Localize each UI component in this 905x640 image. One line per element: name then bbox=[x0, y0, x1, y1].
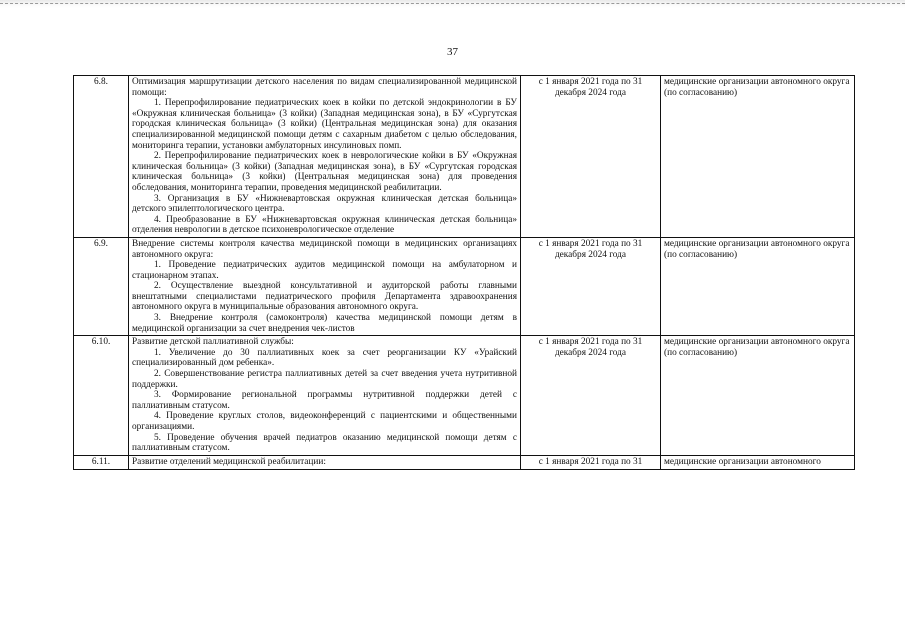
measure-item: 3. Формирование региональной программы нутритивной поддержки детей с паллиативным статусом. bbox=[132, 390, 517, 411]
row-number: 6.10. bbox=[74, 336, 129, 456]
row-number: 6.11. bbox=[74, 455, 129, 469]
measure-item: 3. Внедрение контроля (самоконтроля) качества медицинской помощи детям в медицинской организации за счет внедрения чек-листов bbox=[132, 313, 517, 334]
measure-term: с 1 января 2021 года по 31 декабря 2024 года bbox=[521, 336, 661, 456]
measure-item: 1. Перепрофилирование педиатрических коек в койки по детской эндокринологии в БУ «Окружная клиническая больница» (3 койки) (Западная медицинская зона), в БУ «Сургутская городская клиническая больница» (3 койки) (Центральная медицинская зона) для оказания специализированной медицинской помощи детям с сахарным диабетом с целью обследования, мониторинга терапии, установки амбулаторных инсулиновых помп. bbox=[132, 98, 517, 151]
row-number: 6.8. bbox=[74, 76, 129, 238]
measure-item: 1. Увеличение до 30 паллиативных коек за счет реорганизации КУ «Урайский специализированный дом ребенка». bbox=[132, 347, 517, 369]
page-number: 37 bbox=[447, 46, 458, 58]
table-row bbox=[74, 237, 855, 335]
measure-description bbox=[129, 237, 521, 335]
measure-executor: медицинские организации автономного bbox=[661, 455, 855, 469]
measure-item: 1. Проведение педиатрических аудитов медицинской помощи на амбулаторном и стационарном этапах. bbox=[132, 260, 517, 281]
measure-title: Развитие отделений медицинской реабилитации: bbox=[129, 455, 521, 469]
table-row bbox=[74, 76, 855, 238]
measure-item: 4. Преобразование в БУ «Нижневартовская окружная клиническая детская больница» отделения неврологии в детское психоневрологическое отделение bbox=[132, 214, 517, 236]
row-number: 6.9. bbox=[74, 237, 129, 335]
scan-top-edge bbox=[0, 0, 905, 8]
measure-title: Оптимизация маршрутизации детского населения по видам специализированной медицинской помощи: bbox=[132, 77, 517, 98]
measure-title: Внедрение системы контроля качества медицинской помощи в медицинских организациях автономного округа: bbox=[132, 238, 517, 260]
measure-term: с 1 января 2021 года по 31 bbox=[521, 455, 661, 469]
measure-item: 5. Проведение обучения врачей педиатров оказанию медицинской помощи детям с паллиативным статусом. bbox=[132, 432, 517, 454]
measure-executor: медицинские организации автономного округа (по согласованию) bbox=[661, 336, 855, 456]
measure-term: с 1 января 2021 года по 31 декабря 2024 года bbox=[521, 76, 661, 238]
measure-term: с 1 января 2021 года по 31 декабря 2024 года bbox=[521, 237, 661, 335]
measure-item: 4. Проведение круглых столов, видеоконференций с пациентскими и общественными организациями. bbox=[132, 411, 517, 432]
measure-executor: медицинские организации автономного округа (по согласованию) bbox=[661, 237, 855, 335]
measure-description bbox=[129, 76, 521, 238]
measures-table bbox=[73, 75, 855, 470]
measure-description bbox=[129, 336, 521, 456]
table-row bbox=[74, 455, 855, 469]
measure-item: 2. Осуществление выездной консультативной и аудиторской работы главными внештатными специалистами педиатрического профиля Департамента здравоохранения автономного округа в муниципальные образования автономного округа. bbox=[132, 281, 517, 313]
measure-title: Развитие детской паллиативной службы: bbox=[132, 337, 294, 348]
measure-item: 3. Организация в БУ «Нижневартовская окружная клиническая детская больница» детского эпилептологического центра. bbox=[132, 193, 517, 215]
measure-item: 2. Совершенствование регистра паллиативных детей за счет введения учета нутритивной поддержки. bbox=[132, 369, 517, 390]
measure-executor: медицинские организации автономного округа (по согласованию) bbox=[661, 76, 855, 238]
measure-item: 2. Перепрофилирование педиатрических коек в неврологические койки в БУ «Окружная клиническая больница» (3 койки) (Западная медицинская зона), в БУ «Сургутская городская клиническая больница» (3 койки) (Центральная медицинская зона) для проведения обследования, мониторинга терапии, проведения медицинской реабилитации. bbox=[132, 151, 517, 193]
table-row bbox=[74, 336, 855, 456]
